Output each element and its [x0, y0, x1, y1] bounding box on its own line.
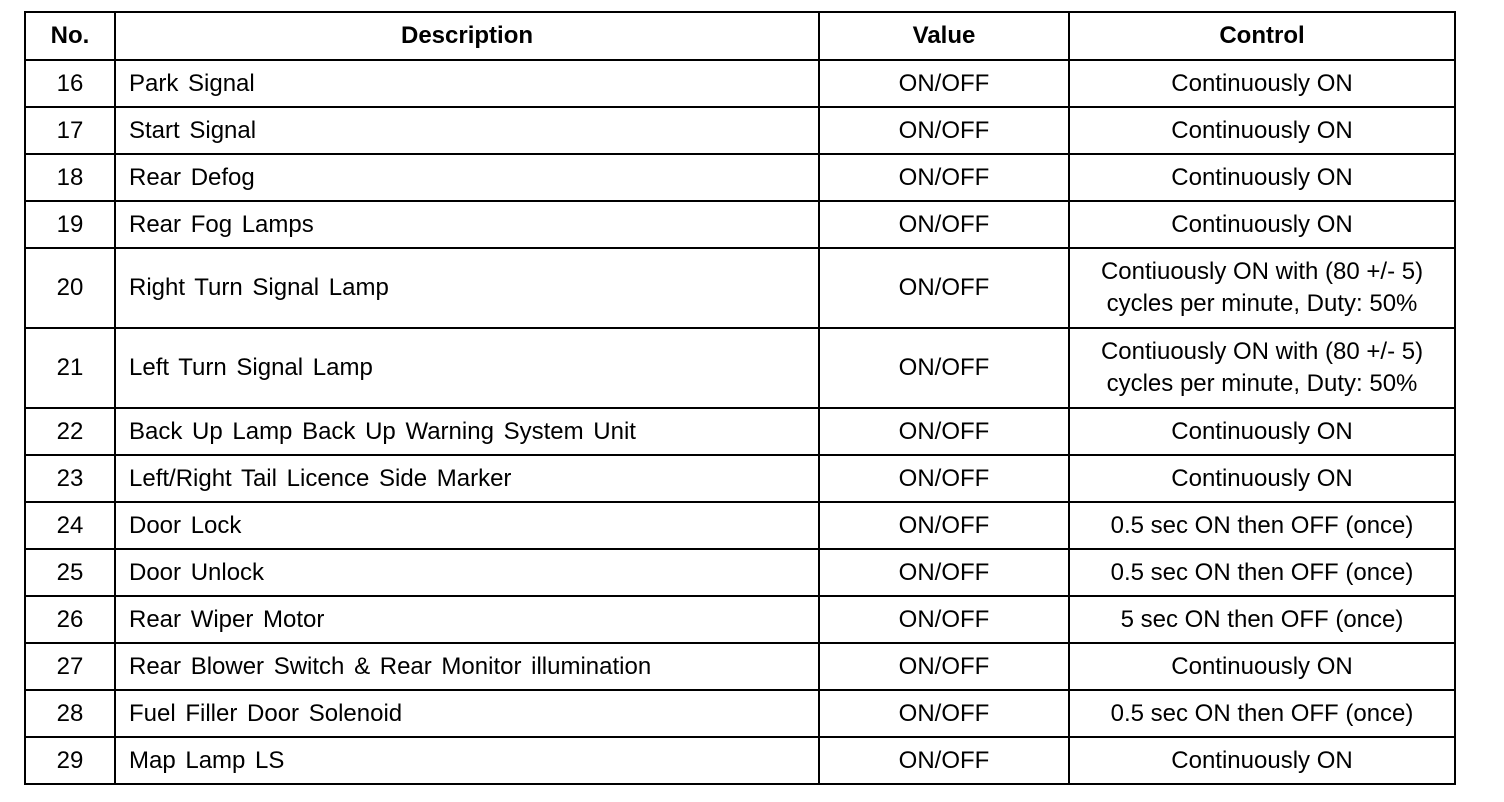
row-description: Rear Fog Lamps [115, 201, 819, 248]
row-description: Map Lamp LS [115, 737, 819, 784]
row-value: ON/OFF [819, 154, 1069, 201]
row-control-line: Continuously ON [1171, 417, 1353, 445]
row-value: ON/OFF [819, 248, 1069, 328]
row-control-line: Contiuously ON with (80 +/- 5) [1100, 258, 1424, 285]
row-description: Rear Wiper Motor [115, 596, 819, 643]
row-control [1069, 408, 1455, 455]
row-value: ON/OFF [819, 502, 1069, 549]
row-value: ON/OFF [819, 737, 1069, 784]
row-control-text [1171, 68, 1352, 100]
table-row [25, 455, 1455, 502]
row-control-line: 0.5 sec ON then OFF (once) [1110, 558, 1414, 586]
row-control-line: 5 sec ON then OFF (once) [1120, 605, 1404, 633]
row-control [1069, 549, 1455, 596]
row-value: ON/OFF [819, 549, 1069, 596]
table-row [25, 408, 1455, 455]
row-value: ON/OFF [819, 455, 1069, 502]
table-row [25, 690, 1455, 737]
row-number: 20 [25, 248, 115, 328]
table-body [25, 60, 1455, 784]
table-row [25, 643, 1455, 690]
row-description: Rear Defog [115, 154, 819, 201]
signal-control-table [24, 11, 1456, 785]
row-number: 29 [25, 737, 115, 784]
row-control-text [1171, 115, 1352, 147]
table-row [25, 502, 1455, 549]
signal-control-table-sheet [24, 11, 1456, 785]
row-value: ON/OFF [819, 328, 1069, 408]
row-control-text [1101, 336, 1423, 400]
row-control [1069, 502, 1455, 549]
row-value: ON/OFF [819, 643, 1069, 690]
table-row [25, 549, 1455, 596]
row-number: 23 [25, 455, 115, 502]
table-row [25, 596, 1455, 643]
row-control-line: 0.5 sec ON then OFF (once) [1110, 511, 1414, 539]
row-number: 16 [25, 60, 115, 107]
row-control-text [1171, 651, 1352, 683]
row-control [1069, 596, 1455, 643]
row-control-line: Continuously ON [1171, 116, 1353, 144]
table-row [25, 328, 1455, 408]
row-value: ON/OFF [819, 201, 1069, 248]
row-control [1069, 643, 1455, 690]
row-control [1069, 690, 1455, 737]
row-value: ON/OFF [819, 408, 1069, 455]
row-value: ON/OFF [819, 107, 1069, 154]
row-control [1069, 201, 1455, 248]
table-header [25, 12, 1455, 60]
row-control-line: cycles per minute, Duty: 50% [1106, 290, 1418, 317]
row-description: Door Lock [115, 502, 819, 549]
row-control-text [1101, 256, 1423, 320]
row-control-text [1171, 463, 1352, 495]
header-description: Description [115, 12, 819, 60]
row-number: 21 [25, 328, 115, 408]
row-number: 18 [25, 154, 115, 201]
row-control-line: Continuously ON [1171, 464, 1353, 492]
row-number: 27 [25, 643, 115, 690]
row-control [1069, 328, 1455, 408]
row-control-line: cycles per minute, Duty: 50% [1106, 370, 1418, 397]
table-row [25, 154, 1455, 201]
row-control-text [1171, 209, 1352, 241]
row-control [1069, 154, 1455, 201]
header-control: Control [1069, 12, 1455, 60]
row-number: 24 [25, 502, 115, 549]
row-description: Back Up Lamp Back Up Warning System Unit [115, 408, 819, 455]
table-row [25, 107, 1455, 154]
table-row [25, 248, 1455, 328]
row-control-text [1121, 604, 1404, 636]
row-control [1069, 248, 1455, 328]
row-number: 26 [25, 596, 115, 643]
row-control-line: Contiuously ON with (80 +/- 5) [1100, 338, 1424, 365]
row-description: Door Unlock [115, 549, 819, 596]
header-row [25, 12, 1455, 60]
header-no: No. [25, 12, 115, 60]
row-description: Park Signal [115, 60, 819, 107]
row-control-line: Continuously ON [1171, 652, 1353, 680]
header-value: Value [819, 12, 1069, 60]
row-number: 22 [25, 408, 115, 455]
row-control-line: Continuously ON [1171, 69, 1353, 97]
row-control-text [1171, 416, 1352, 448]
row-description: Rear Blower Switch & Rear Monitor illumination [115, 643, 819, 690]
row-description: Start Signal [115, 107, 819, 154]
row-control-line: Continuously ON [1171, 210, 1353, 238]
row-number: 17 [25, 107, 115, 154]
table-row [25, 60, 1455, 107]
row-value: ON/OFF [819, 596, 1069, 643]
row-control-line: 0.5 sec ON then OFF (once) [1110, 699, 1414, 727]
row-value: ON/OFF [819, 690, 1069, 737]
row-number: 19 [25, 201, 115, 248]
row-value: ON/OFF [819, 60, 1069, 107]
row-control [1069, 737, 1455, 784]
row-control-line: Continuously ON [1171, 746, 1353, 774]
row-control [1069, 60, 1455, 107]
row-control [1069, 455, 1455, 502]
row-control-text [1171, 162, 1352, 194]
row-number: 25 [25, 549, 115, 596]
row-description: Right Turn Signal Lamp [115, 248, 819, 328]
row-control-text [1111, 510, 1414, 542]
row-control-line: Continuously ON [1171, 163, 1353, 191]
table-row [25, 737, 1455, 784]
row-description: Left Turn Signal Lamp [115, 328, 819, 408]
row-number: 28 [25, 690, 115, 737]
row-control-text [1111, 698, 1414, 730]
row-description: Left/Right Tail Licence Side Marker [115, 455, 819, 502]
row-description: Fuel Filler Door Solenoid [115, 690, 819, 737]
row-control-text [1111, 557, 1414, 589]
row-control-text [1171, 745, 1352, 777]
row-control [1069, 107, 1455, 154]
table-row [25, 201, 1455, 248]
